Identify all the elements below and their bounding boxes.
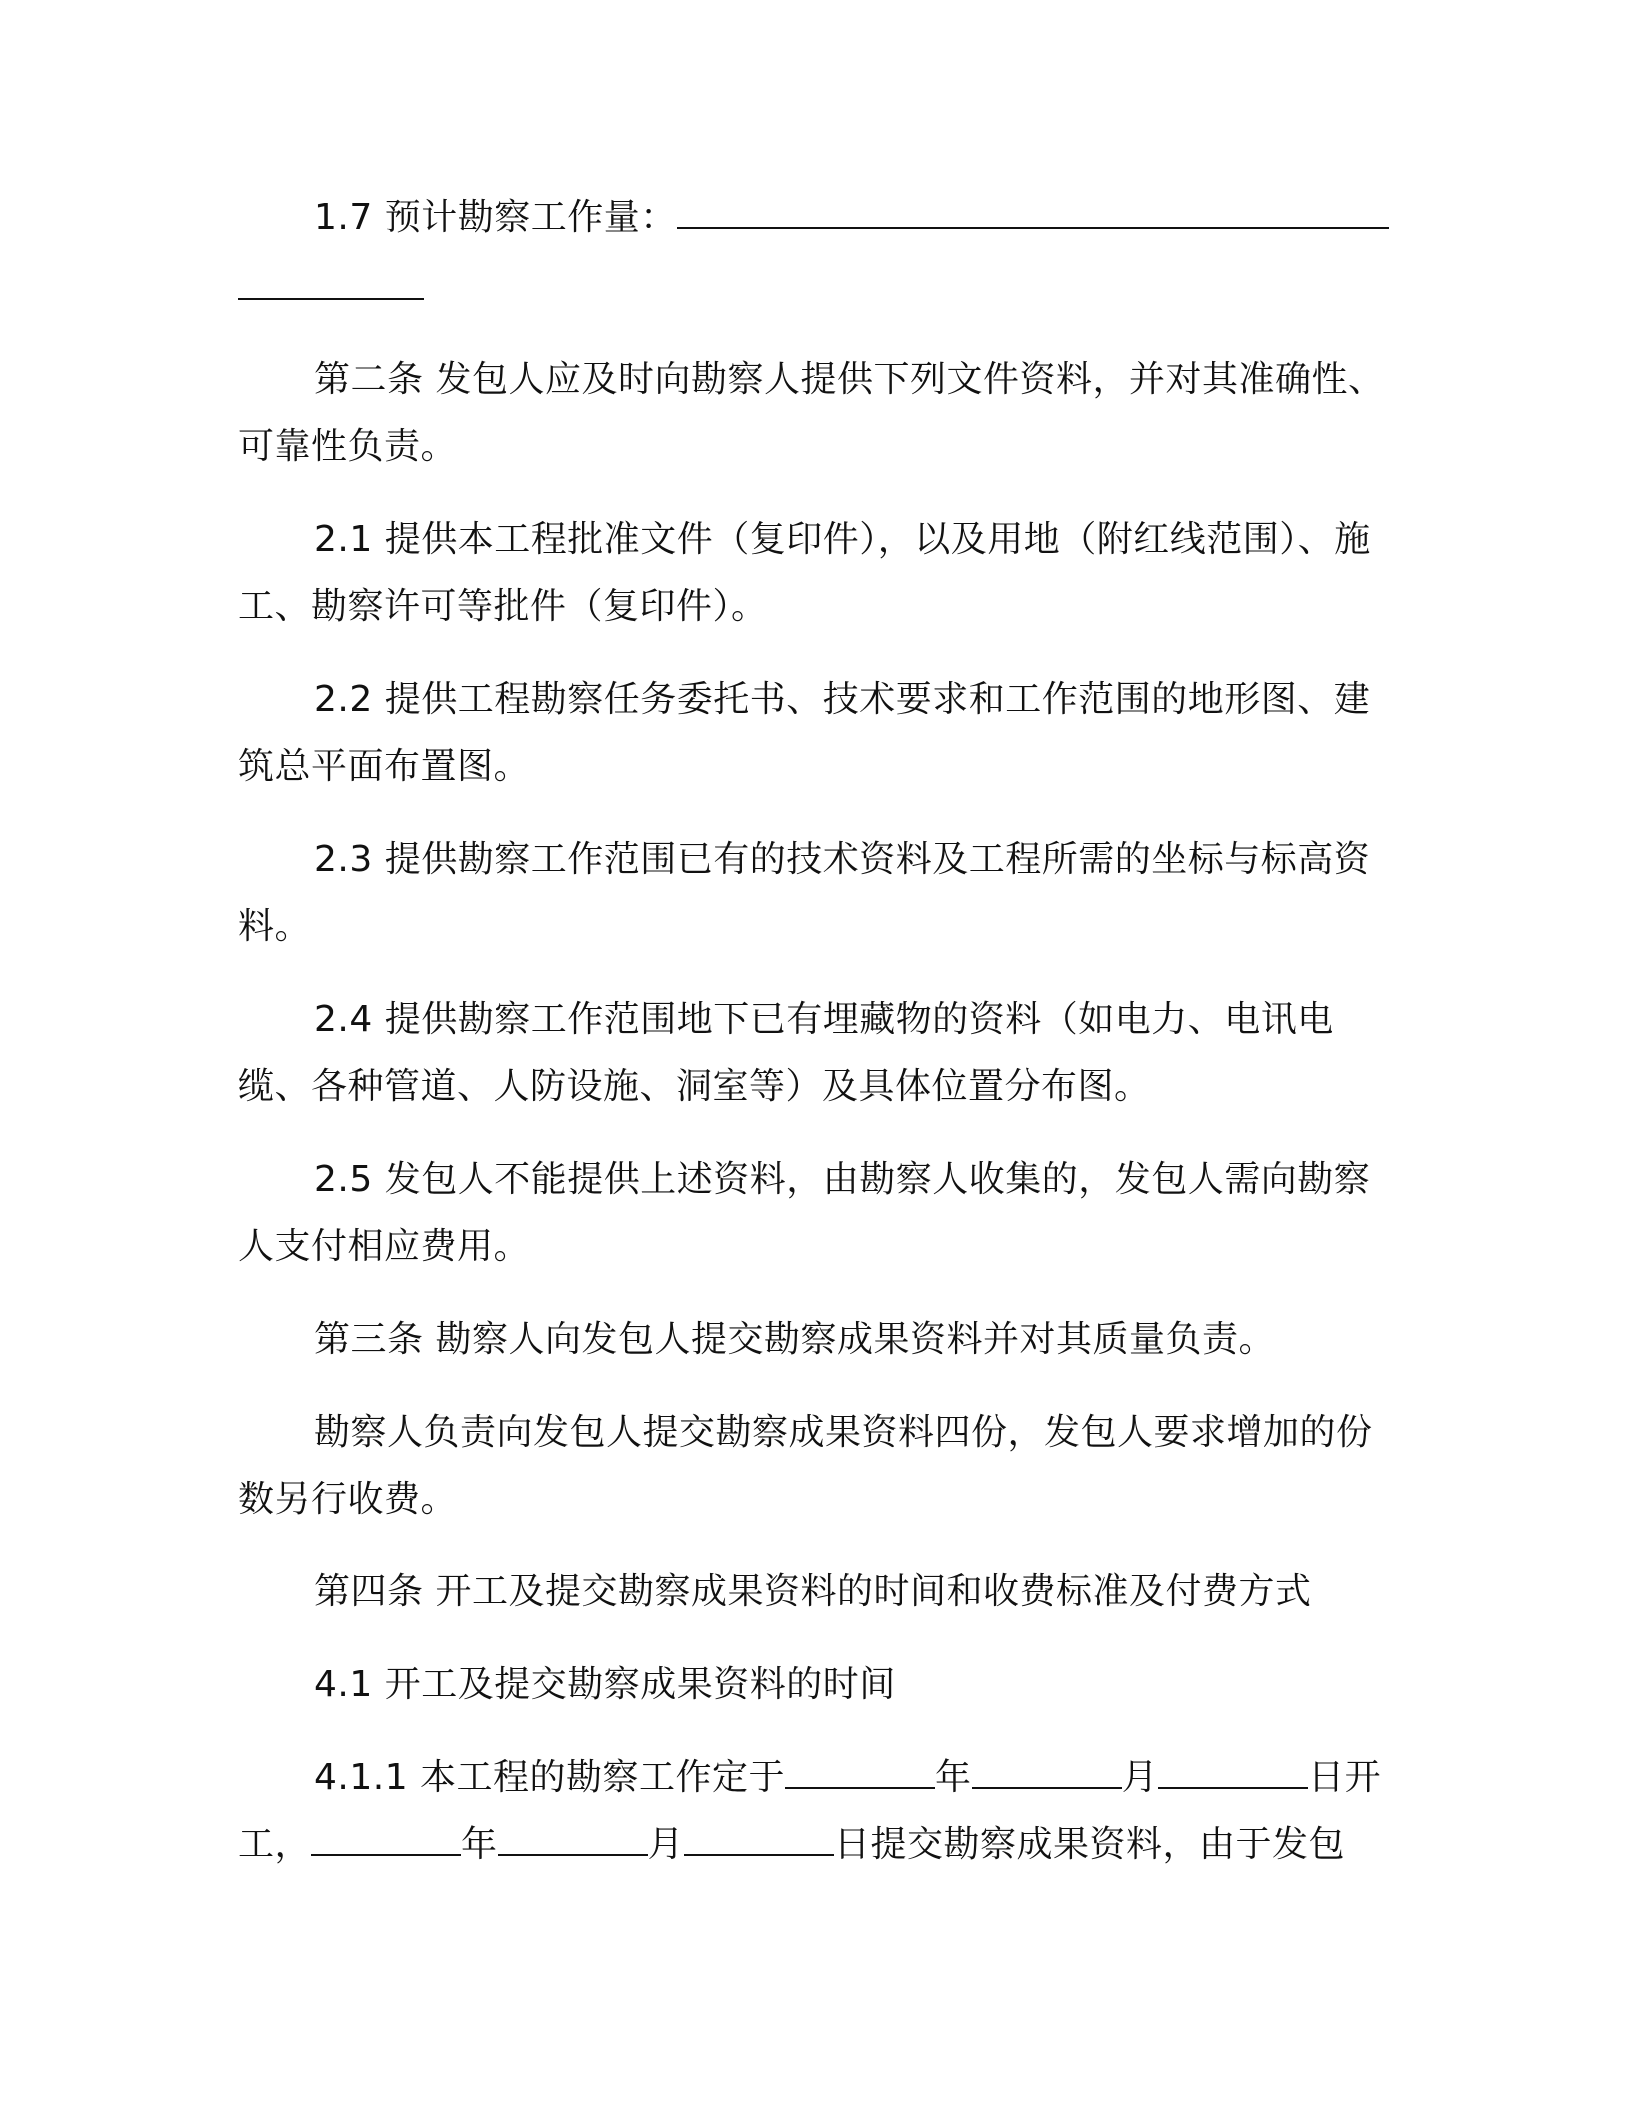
month-label: 月 [647, 1824, 685, 1865]
clause-1-7 [238, 184, 1398, 251]
fill-blank-workload-continued[interactable] [238, 298, 424, 300]
clause-2-3: 2.3 提供勘察工作范围已有的技术资料及工程所需的坐标与标高资料。 [238, 839, 1371, 947]
fill-blank-start-day[interactable] [1158, 1747, 1308, 1789]
year-label: 年 [461, 1824, 498, 1865]
article-2-title: 第二条 发包人应及时向勘察人提供下列文件资料，并对其准确性、可靠性负责。 [238, 359, 1385, 467]
fill-blank-start-year[interactable] [785, 1747, 935, 1789]
clause-2-1: 2.1 提供本工程批准文件（复印件），以及用地（附红线范围）、施工、勘察许可等批件（复印件）。 [238, 519, 1371, 627]
month-label: 月 [1121, 1757, 1159, 1798]
day-start-label: 日开工， [238, 1757, 1382, 1865]
article-3-title: 第三条 勘察人向发包人提交勘察成果资料并对其质量负责。 [314, 1319, 1275, 1360]
clause-4-1: 4.1 开工及提交勘察成果资料的时间 [314, 1664, 896, 1705]
clause-1-7-label: 1.7 预计勘察工作量： [314, 197, 677, 238]
day-submit-label: 日提交勘察成果资料，由于发包 [834, 1824, 1346, 1865]
fill-blank-submit-day[interactable] [684, 1814, 834, 1856]
clause-2-4: 2.4 提供勘察工作范围地下已有埋藏物的资料（如电力、电讯电缆、各种管道、人防设施、洞室等）及具体位置分布图。 [238, 999, 1334, 1107]
clause-4-1-1-prefix: 4.1.1 本工程的勘察工作定于 [314, 1757, 786, 1798]
article-3-body: 勘察人负责向发包人提交勘察成果资料四份，发包人要求增加的份数另行收费。 [238, 1412, 1373, 1520]
fill-blank-submit-year[interactable] [311, 1814, 461, 1856]
clause-2-5: 2.5 发包人不能提供上述资料，由勘察人收集的，发包人需向勘察人支付相应费用。 [238, 1159, 1371, 1267]
article-4-title: 第四条 开工及提交勘察成果资料的时间和收费标准及付费方式 [314, 1571, 1312, 1612]
year-label: 年 [935, 1757, 972, 1798]
fill-blank-submit-month[interactable] [498, 1814, 648, 1856]
clause-4-1-1 [238, 1744, 1398, 1878]
fill-blank-workload[interactable] [677, 187, 1389, 229]
fill-blank-start-month[interactable] [972, 1747, 1122, 1789]
clause-2-2: 2.2 提供工程勘察任务委托书、技术要求和工作范围的地形图、建筑总平面布置图。 [238, 679, 1371, 787]
